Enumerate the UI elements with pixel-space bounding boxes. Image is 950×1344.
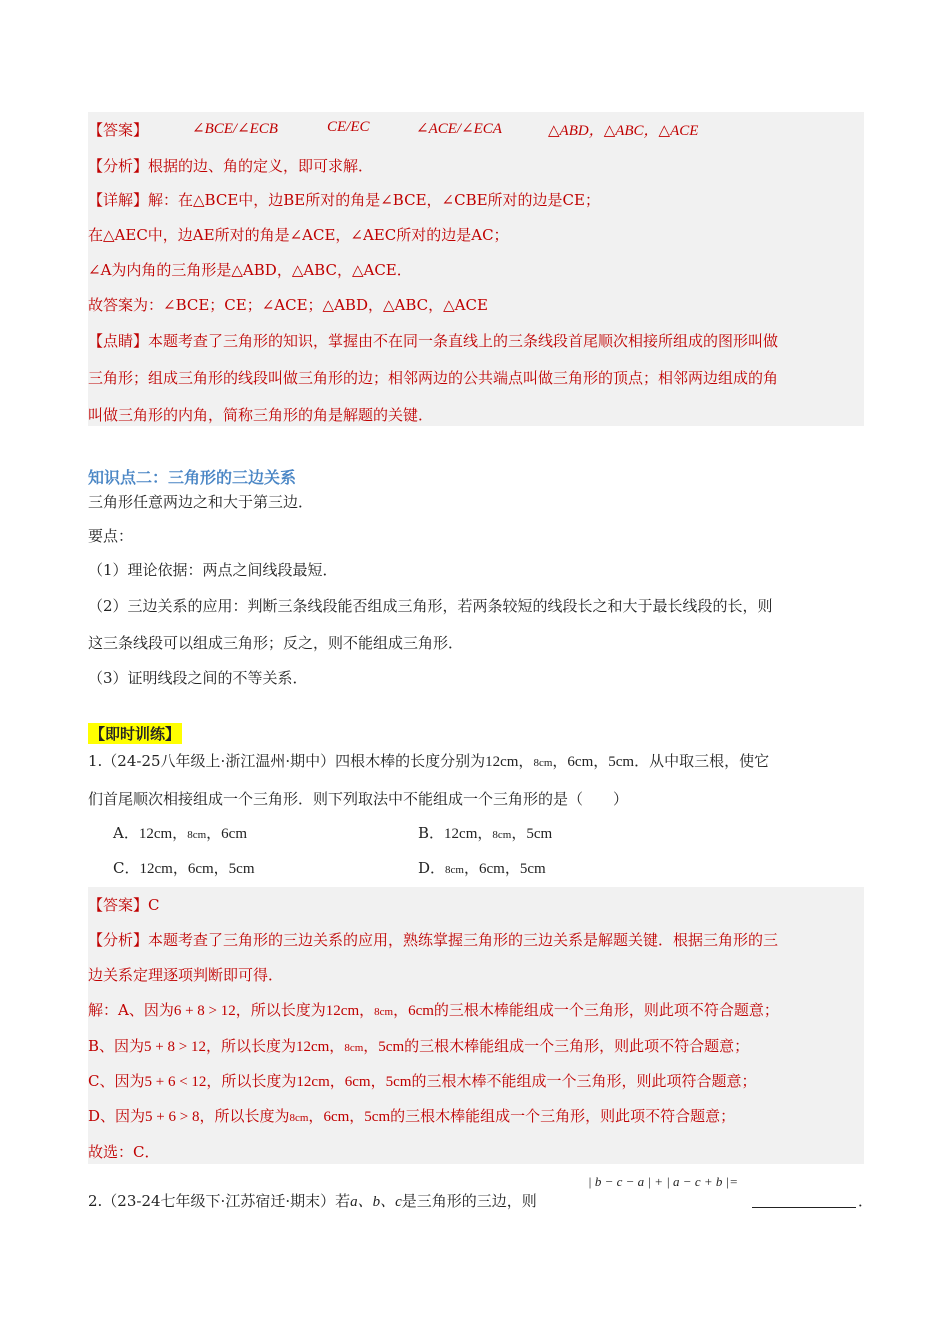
answer-tag-1: 【答案】 [88, 121, 149, 139]
solution-a-len-2: 8cm [374, 1006, 394, 1018]
question-2-expression: | b − c − a | + | a − c + b |= [588, 1174, 738, 1189]
option-d[interactable] [418, 857, 546, 878]
solution-c-sep-1: ， [329, 1072, 345, 1090]
solution-c-sep-2: ， [370, 1072, 386, 1090]
q1-answer: 【答案】C [88, 896, 160, 914]
q1-solution-d [88, 1105, 735, 1126]
detail-1-line-1: 【详解】解：在△BCE中，边BE所对的角是∠BCE，∠CBE所对的边是CE； [88, 191, 600, 209]
question-1-suffix: ．从中取三根，使它 [634, 752, 770, 770]
solution-d-sep-1: ， [308, 1107, 324, 1125]
knowledge-statement: 三角形任意两边之和大于第三边． [88, 493, 314, 511]
solution-b-prefix: B、因为 [88, 1037, 145, 1055]
question-2-end: ． [858, 1192, 874, 1210]
q1-length-4: 5cm [608, 754, 635, 770]
solution-c-inequality: 5 + 6 < 12 [144, 1074, 207, 1090]
option-a-label: A． [113, 824, 139, 842]
solution-b-inequality: 5 + 8 > 12 [144, 1039, 206, 1055]
solution-b-mid: ，所以长度为 [205, 1037, 296, 1055]
option-d-value-2: 6cm [479, 861, 505, 877]
option-c[interactable] [113, 857, 255, 878]
option-a-value-3: 6cm [221, 826, 247, 842]
q1-analysis-line-1: 【分析】本题考查了三角形的三边关系的应用，熟练掌握三角形的三边关系是解题关键．根据三角形的三 [88, 931, 779, 949]
option-b-value-1: 12cm [444, 826, 478, 842]
solution-b-sep-2: ， [363, 1037, 379, 1055]
q1-analysis-line-2: 边关系定理逐项判断即可得． [88, 966, 284, 984]
solution-c-prefix: C、因为 [88, 1072, 145, 1090]
q1-length-1: 12cm [485, 754, 519, 770]
option-b-label: B． [418, 824, 445, 842]
detail-1-line-4: 故答案为：∠BCE；CE；∠ACE；△ABD，△ABC，△ACE [88, 296, 488, 314]
q1-length-3: 6cm [567, 754, 594, 770]
key-point-2-line-2: 这三条线段可以组成三角形；反之，则不能组成三角形． [88, 634, 464, 652]
option-b-value-3: 5cm [526, 826, 553, 842]
option-b-sep-2: ， [511, 824, 527, 842]
solution-d-len-3: 5cm [364, 1109, 391, 1125]
option-c-value-1: 12cm [139, 861, 173, 877]
key-points-label: 要点： [88, 527, 134, 545]
option-d-sep-1: ， [463, 859, 479, 877]
answer-blank-line[interactable] [752, 1207, 856, 1208]
solution-a-suffix: 的三根木棒能组成一个三角形，则此项不符合题意； [433, 1001, 779, 1019]
question-2-mid: 是三角形的三边，则 [401, 1192, 537, 1210]
solution-c-len-1: 12cm [296, 1074, 330, 1090]
comment-1-line-3: 叫做三角形的内角，简称三角形的角是解题的关键． [88, 406, 434, 424]
solution-c-len-3: 5cm [385, 1074, 412, 1090]
question-2-vars: a、b、c [350, 1194, 402, 1210]
solution-c-suffix: 的三根木棒不能组成一个三角形，则此项符合题意； [411, 1072, 757, 1090]
solution-a-mid: ，所以长度为 [235, 1001, 326, 1019]
analysis-1: 【分析】根据的边、角的定义，即可求解． [88, 157, 374, 175]
answer-blank-2: CE/EC [327, 119, 370, 135]
option-b[interactable] [418, 822, 552, 843]
option-a-value-1: 12cm [138, 826, 173, 842]
option-d-label: D． [418, 859, 446, 877]
solution-d-len-2: 6cm [323, 1109, 350, 1125]
answer-blank-3: ∠ACE/∠ECA [416, 121, 502, 137]
option-c-sep-1: ， [172, 859, 188, 877]
key-point-2-line-1: （2）三边关系的应用：判断三条线段能否组成三角形，若两条较短的线段长之和大于最长线段的长，则 [88, 597, 773, 615]
option-b-value-2: 8cm [492, 829, 512, 841]
question-1-prefix: 1.（24-25八年级上·浙江温州·期中）四根木棒的长度分别为 [88, 752, 486, 770]
q1-sep-1: ， [518, 752, 534, 770]
solution-d-prefix: D、因为 [88, 1107, 146, 1125]
option-d-value-1: 8cm [445, 864, 464, 876]
detail-1-line-3: ∠A为内角的三角形是△ABD，△ABC，△ACE． [88, 261, 412, 279]
solution-b-suffix: 的三根木棒能组成一个三角形，则此项不符合题意； [404, 1037, 750, 1055]
solution-d-inequality: 5 + 6 > 8 [145, 1109, 200, 1125]
solution-a-prefix: 解：A、因为 [88, 1001, 174, 1019]
detail-1-line-2: 在△AEC中，边AE所对的角是∠ACE，∠AEC所对的边是AC； [88, 226, 509, 244]
question-2 [88, 1190, 537, 1211]
question-1-line-2: 们首尾顺次相接组成一个三角形．则下列取法中不能组成一个三角形的是（ ） [88, 790, 629, 808]
option-a[interactable] [113, 822, 247, 843]
solution-b-len-2: 8cm [344, 1042, 364, 1054]
q1-solution-c [88, 1070, 756, 1091]
solution-a-len-3: 6cm [408, 1003, 434, 1019]
solution-b-len-1: 12cm [295, 1039, 330, 1055]
question-1-line-1 [88, 750, 769, 771]
q1-solution-a [88, 999, 779, 1020]
q1-sep-3: ， [593, 752, 609, 770]
solution-a-sep-1: ， [359, 1001, 375, 1019]
knowledge-point-title: 知识点二：三角形的三边关系 [88, 468, 297, 487]
option-c-label: C． [113, 859, 140, 877]
option-d-sep-2: ， [504, 859, 520, 877]
q1-sep-2: ， [552, 752, 568, 770]
solution-a-len-1: 12cm [325, 1003, 360, 1019]
solution-d-mid: ，所以长度为 [199, 1107, 290, 1125]
solution-a-inequality: 6 + 8 > 12 [173, 1003, 236, 1019]
q1-length-2: 8cm [533, 757, 553, 769]
solution-b-len-3: 5cm [378, 1039, 405, 1055]
solution-c-mid: ，所以长度为 [206, 1072, 297, 1090]
q1-solution-b [88, 1035, 749, 1056]
solution-d-suffix: 的三根木棒能组成一个三角形，则此项不符合题意； [390, 1107, 736, 1125]
key-point-3: （3）证明线段之间的不等关系． [88, 669, 308, 687]
option-a-value-2: 8cm [187, 829, 207, 841]
solution-c-len-2: 6cm [344, 1074, 371, 1090]
option-a-sep-1: ， [172, 824, 188, 842]
key-point-1: （1）理论依据：两点之间线段最短． [88, 561, 338, 579]
option-c-value-3: 5cm [228, 861, 255, 877]
answer-blank-4: △ABD，△ABC，△ACE [548, 123, 699, 139]
option-c-sep-2: ， [213, 859, 229, 877]
solution-d-sep-2: ， [349, 1107, 365, 1125]
option-b-sep-1: ， [477, 824, 493, 842]
solution-b-sep-1: ， [329, 1037, 345, 1055]
practice-label: 【即时训练】 [90, 725, 181, 743]
comment-1-line-2: 三角形；组成三角形的线段叫做三角形的边；相邻两边的公共端点叫做三角形的顶点；相邻两边组成的角 [88, 369, 779, 387]
solution-d-len-1: 8cm [289, 1112, 309, 1124]
solution-a-sep-2: ， [393, 1001, 409, 1019]
question-2-prefix: 2.（23-24七年级下·江苏宿迁·期末）若 [88, 1192, 351, 1210]
comment-1-line-1: 【点睛】本题考查了三角形的知识，掌握由不在同一条直线上的三条线段首尾顺次相接所组成的图形叫做 [88, 332, 779, 350]
option-a-sep-2: ， [206, 824, 222, 842]
answer-blank-1: ∠BCE/∠ECB [192, 121, 278, 137]
option-d-value-3: 5cm [519, 861, 546, 877]
q1-choose: 故选：C． [88, 1143, 160, 1161]
option-c-value-2: 6cm [187, 861, 214, 877]
